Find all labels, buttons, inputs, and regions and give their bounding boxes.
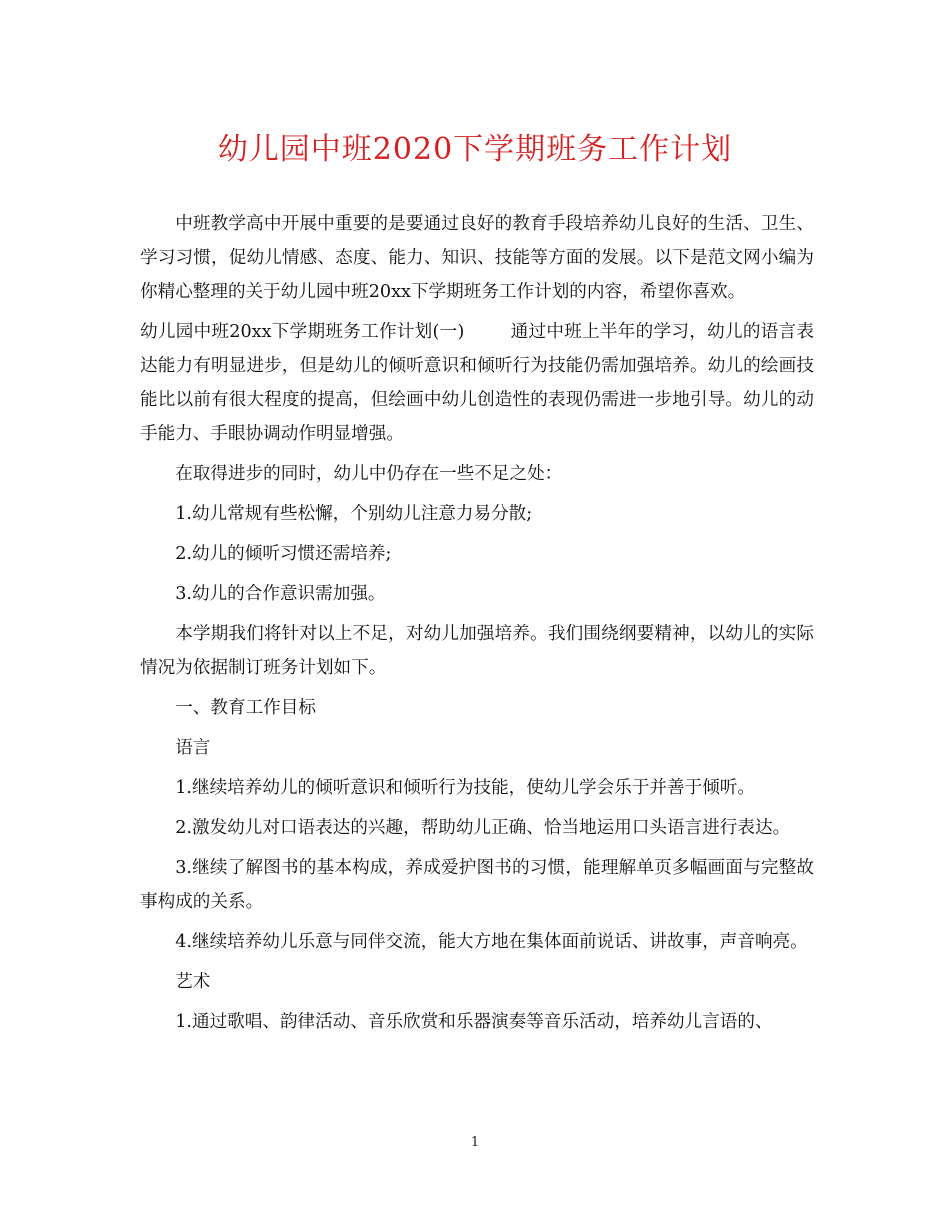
document-title: 幼儿园中班2020下学期班务工作计划 (217, 132, 733, 167)
language-item: 1.继续培养幼儿的倾听意识和倾听行为技能，使幼儿学会乐于并善于倾听。 (175, 778, 755, 798)
shortcoming-item: 3.幼儿的合作意识需加强。 (175, 584, 386, 604)
intro-paragraph: 中班教学高中开展中重要的是要通过良好的教育手段培养幼儿良好的生活、卫生、学习习惯，促幼儿情感、态度、能力、知识、技能等方面的发展。以下是范文网小编为你精心整理的关于幼儿园中班20xx下学期班务工作计划的内容，希望你喜欢。 (140, 214, 814, 302)
document-body (140, 207, 814, 1041)
plan-heading: 幼儿园中班20xx下学期班务工作计划(一) (140, 322, 465, 342)
plan-paragraph (140, 315, 814, 451)
plan-body: 通过中班上半年的学习，幼儿的语言表达能力有明显进步，但是幼儿的倾听意识和倾听行为技能仍需加强培养。幼儿的绘画技能比以前有很大程度的提高，但绘画中幼儿创造性的表现仍需进一步地引导。幼儿的动手能力、手眼协调动作明显增强。 (140, 322, 814, 444)
shortcomings-intro: 在取得进步的同时，幼儿中仍存在一些不足之处： (175, 464, 563, 484)
art-heading: 艺术 (175, 972, 211, 992)
language-item: 4.继续培养幼儿乐意与同伴交流，能大方地在集体面前说话、讲故事，声音响亮。 (175, 932, 808, 952)
page-number: 1 (470, 1135, 480, 1150)
language-item: 2.激发幼儿对口语表达的兴趣，帮助幼儿正确、恰当地运用口头语言进行表达。 (175, 818, 791, 838)
art-item: 1.通过歌唱、韵律活动、音乐欣赏和乐器演奏等音乐活动，培养幼儿言语的、 (175, 1012, 773, 1032)
language-item: 3.继续了解图书的基本构成，养成爱护图书的习惯，能理解单页多幅画面与完整故事构成的关系。 (140, 858, 814, 912)
semester-plan-paragraph: 本学期我们将针对以上不足，对幼儿加强培养。我们围绕纲要精神，以幼儿的实际情况为依据制订班务计划如下。 (140, 624, 814, 678)
section-heading: 一、教育工作目标 (175, 698, 316, 718)
shortcoming-item: 2.幼儿的倾听习惯还需培养; (175, 544, 392, 564)
language-heading: 语言 (175, 738, 211, 758)
shortcoming-item: 1.幼儿常规有些松懈，个别幼儿注意力易分散; (175, 504, 533, 524)
